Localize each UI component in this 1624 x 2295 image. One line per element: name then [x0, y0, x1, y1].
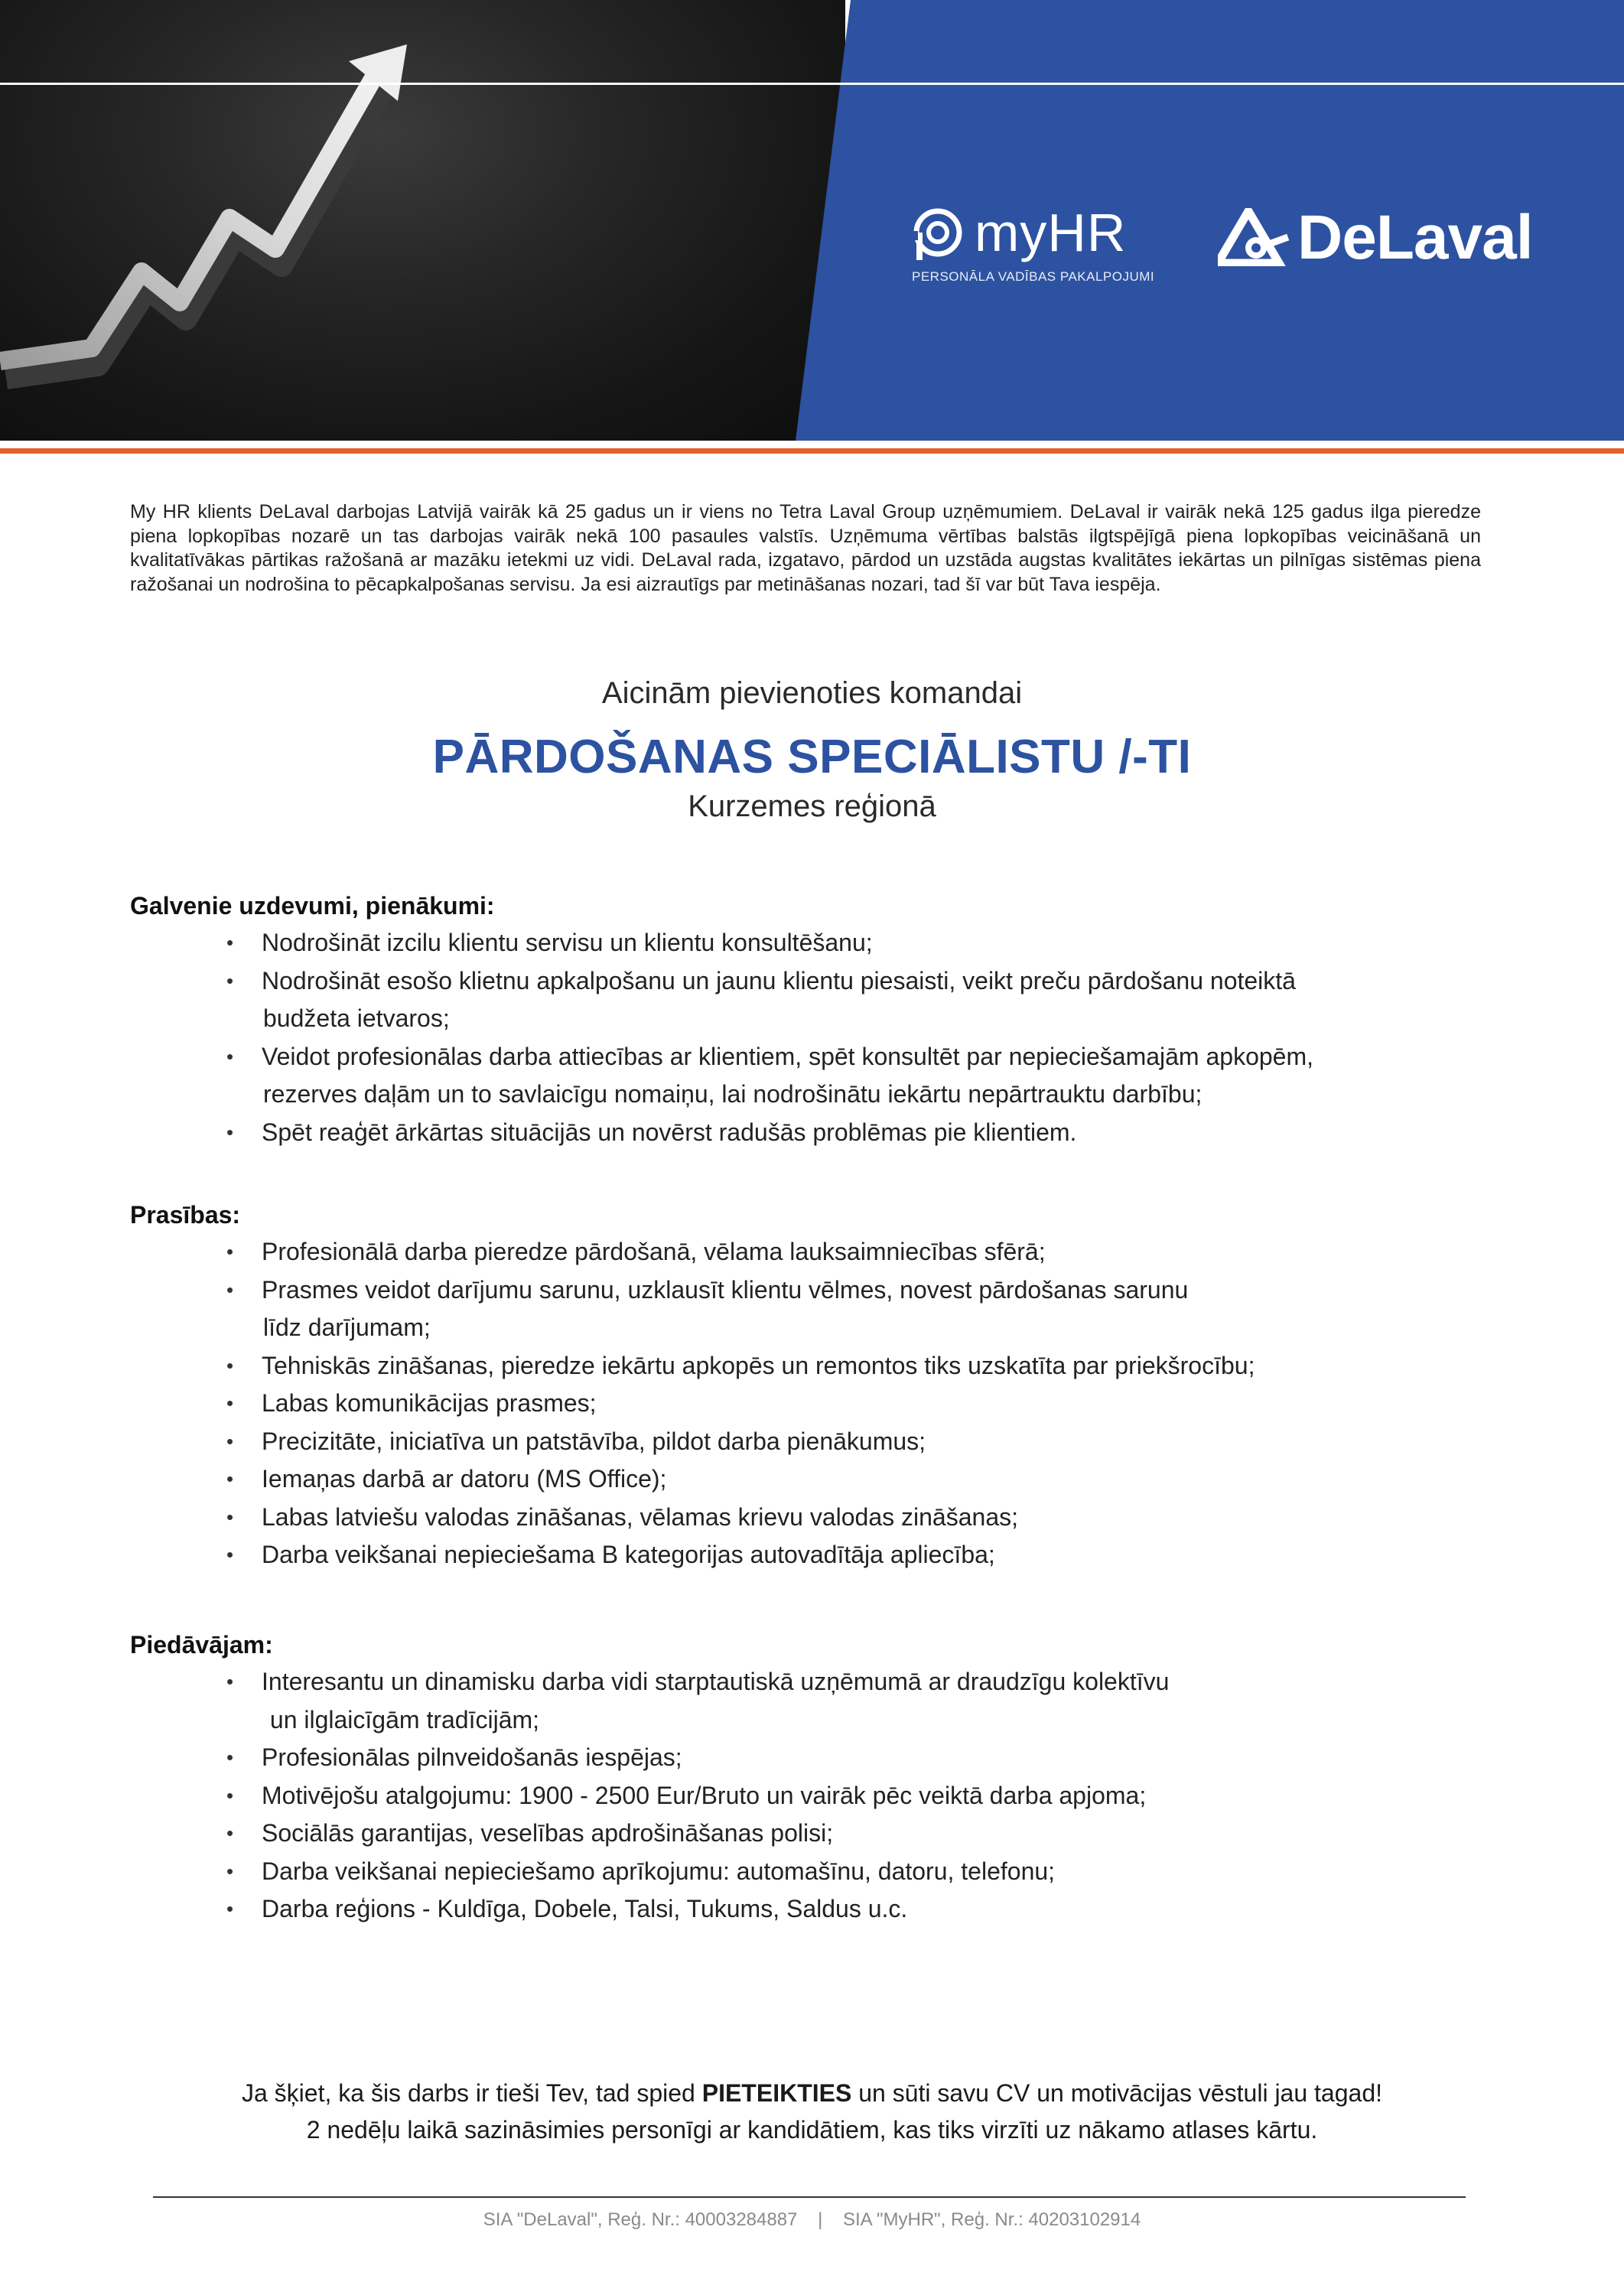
invitation-text: Aicinām pievienoties komandai	[601, 676, 1023, 710]
list-item: • Darba reģions - Kuldīga, Dobele, Talsi, Tukums, Saldus u.c.	[262, 1890, 1507, 1929]
list-item: • Precizitāte, iniciatīva un patstāvība, pildot darba pienākumus;	[262, 1423, 1507, 1461]
list-item: • Sociālās garantijas, veselības apdrošināšanas polisi;	[262, 1815, 1507, 1853]
myhr-wordmark: myHR	[975, 203, 1127, 262]
banner-divider	[0, 83, 1624, 85]
offer-title: Piedāvājam:	[130, 1631, 273, 1659]
list-item: • Tehniskās zināšanas, pieredze iekārtu apkopēs un remontos tiks uzskatīta par priekšrocību;	[262, 1347, 1507, 1385]
delaval-wordmark: DeLaval	[1297, 203, 1533, 272]
list-item: • Iemaņas darbā ar datoru (MS Office);	[262, 1460, 1507, 1499]
list-item: • Profesionālā darba pieredze pārdošanā, vēlama lauksaimniecības sfērā;	[262, 1233, 1507, 1271]
list-item: • Veidot profesionālas darba attiecības ar klientiem, spēt konsultēt par nepieciešamajām apkopēm, rezerves daļām un to savlaicīgu nomaiņu, lai nodrošinātu iekārtu nepārtrauktu darbību;	[262, 1038, 1507, 1114]
list-item: • Interesantu un dinamisku darba vidi starptautiskā uzņēmumā ar draudzīgu kolektīvu un ilglaicīgām tradīcijām;	[262, 1663, 1507, 1739]
list-item: • Prasmes veidot darījumu sarunu, uzklausīt klientu vēlmes, novest pārdošanas sarunu līdz darījumam;	[262, 1271, 1507, 1347]
list-item: • Profesionālas pilnveidošanās iespējas;	[262, 1739, 1507, 1777]
offer-list	[130, 1663, 1507, 1929]
company-intro: My HR klients DeLaval darbojas Latvijā vairāk kā 25 gadus un ir viens no Tetra Laval Group uzņēmumiem. DeLaval ir vairāk nekā 125 gadus ilga pieredze piena lopkopības nozarē un tas darbojas vairāk nekā 100 pasaules valstīs. Uzņēmuma vērtības balstās ilgtspējīgā piena lopkopības veicināšanā un kvalitatīvākas pārtikas ražošanā ar mazāku ietekmi uz vidi. DeLaval rada, izgatavo, pārdod un uzstāda augstas kvalitātes iekārtas un pilnīgas sistēmas piena ražošanai un nodrošina to pēcapkalpošanas servisu. Ja esi aizrautīgs par metināšanas nozari, tad šī var būt Tava iespēja.	[130, 501, 1481, 595]
myhr-mark-icon	[910, 205, 965, 260]
growth-arrow-icon	[0, 0, 845, 441]
duties-section	[130, 890, 1507, 1151]
apply-emphasis: PIETEIKTIES	[701, 2079, 852, 2107]
job-title: PĀRDOŠANAS SPECIĀLISTU /-TI	[432, 731, 1192, 783]
delaval-mark-icon	[1218, 208, 1291, 266]
call-to-action	[0, 2075, 1624, 2111]
list-item: • Nodrošināt izcilu klientu servisu un klientu konsultēšanu;	[262, 924, 1507, 962]
cta-text: Ja šķiet, ka šis darbs ir tieši Tev, tad spied	[241, 2079, 702, 2107]
list-item: • Nodrošināt esošo klietnu apkalpošanu un jaunu klientu piesaisti, veikt preču pārdošanu noteiktā budžeta ietvaros;	[262, 962, 1507, 1038]
job-region: Kurzemes reģionā	[688, 789, 936, 823]
offer-section	[130, 1629, 1507, 1929]
requirements-section	[130, 1200, 1507, 1574]
header-banner	[0, 0, 1624, 441]
myhr-tagline: PERSONĀLA VADĪBAS PAKALPOJUMI	[912, 269, 1155, 284]
footer-divider	[153, 2196, 1466, 2198]
list-item: • Spēt reaģēt ārkārtas situācijās un novērst radušās problēmas pie klientiem.	[262, 1114, 1507, 1152]
requirements-title: Prasības:	[130, 1201, 241, 1229]
list-item: • Motivējošu atalgojumu: 1900 - 2500 Eur/Bruto un vairāk pēc veiktā darba apjoma;	[262, 1777, 1507, 1815]
accent-divider	[0, 448, 1624, 454]
duties-title: Galvenie uzdevumi, pienākumi:	[130, 892, 495, 920]
requirements-list	[130, 1233, 1507, 1574]
list-item: • Darba veikšanai nepieciešamo aprīkojumu: automašīnu, datoru, telefonu;	[262, 1853, 1507, 1891]
duties-list	[130, 924, 1507, 1151]
cta-text: un sūti savu CV un motivācijas vēstuli jau tagad!	[851, 2079, 1382, 2107]
list-item: • Darba veikšanai nepieciešama B kategorijas autovadītāja apliecība;	[262, 1536, 1507, 1574]
list-item: • Labas komunikācijas prasmes;	[262, 1385, 1507, 1423]
company-registration-footer: SIA "DeLaval", Reģ. Nr.: 40003284887 | SIA "MyHR", Reģ. Nr.: 40203102914	[483, 2209, 1141, 2230]
contact-note: 2 nedēļu laikā sazināsimies personīgi ar kandidātiem, kas tiks virzīti uz nākamo atlases kārtu.	[306, 2116, 1318, 2144]
list-item: • Labas latviešu valodas zināšanas, vēlamas krievu valodas zināšanas;	[262, 1499, 1507, 1537]
